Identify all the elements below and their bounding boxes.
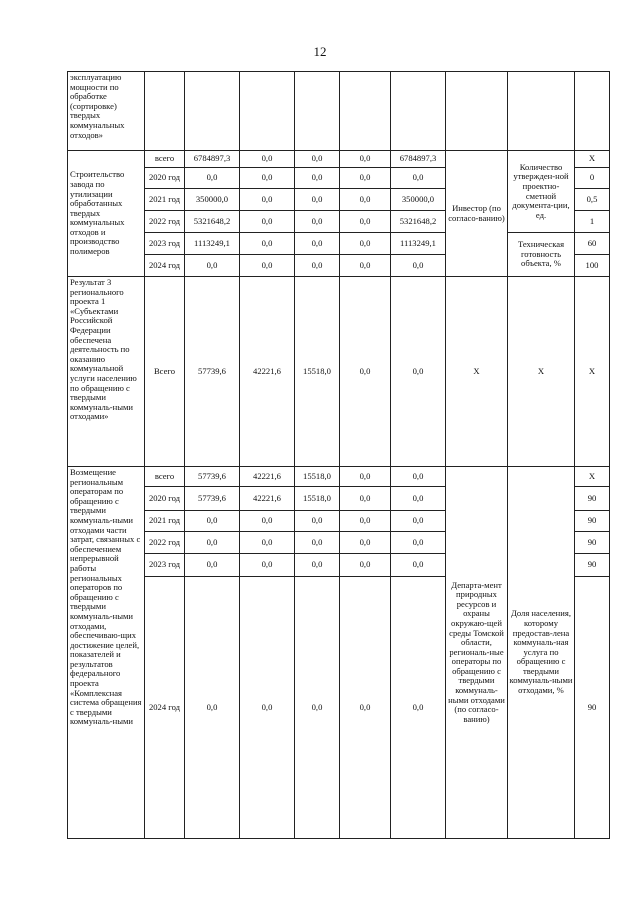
value-cell: 0,0 (295, 189, 340, 211)
indicator-cell: Доля населения, которому предостав-лена коммуналь-ная услуга по обращению с твердыми коммуналь-ными отходами, % (508, 467, 575, 839)
empty-cell (446, 72, 508, 151)
empty-cell (240, 72, 295, 151)
measure-description: Строительство завода по утилизации обработанных твердых коммунальных отходов и производство полимеров (68, 151, 145, 277)
target-cell: 0 (575, 168, 610, 189)
value-cell: 0,0 (240, 211, 295, 233)
value-cell: 0,0 (391, 277, 446, 467)
value-cell: 350000,0 (185, 189, 240, 211)
empty-cell (508, 72, 575, 151)
value-cell: 0,0 (240, 532, 295, 554)
value-cell: 15518,0 (295, 487, 340, 511)
value-cell: 0,0 (391, 532, 446, 554)
target-cell: 90 (575, 511, 610, 532)
value-cell: 42221,6 (240, 467, 295, 487)
executor-cell: Х (446, 277, 508, 467)
value-cell: 0,0 (391, 511, 446, 532)
value-cell: 0,0 (340, 532, 391, 554)
value-cell: 0,0 (391, 577, 446, 839)
target-cell: 60 (575, 233, 610, 255)
empty-cell (575, 72, 610, 151)
target-cell: 90 (575, 487, 610, 511)
value-cell: 0,0 (240, 233, 295, 255)
value-cell: 57739,6 (185, 277, 240, 467)
empty-cell (145, 72, 185, 151)
value-cell: 42221,6 (240, 487, 295, 511)
value-cell: 0,0 (295, 255, 340, 277)
value-cell: 15518,0 (295, 467, 340, 487)
table-row (68, 467, 610, 487)
value-cell: 0,0 (340, 467, 391, 487)
empty-cell (185, 72, 240, 151)
indicator-cell: Х (508, 277, 575, 467)
value-cell: 0,0 (391, 168, 446, 189)
table-row (68, 233, 610, 255)
measure-description: эксплуатацию мощности по обработке (сортировке) твердых коммунальных отходов» (68, 72, 145, 151)
value-cell: 0,0 (240, 255, 295, 277)
value-cell: 0,0 (185, 577, 240, 839)
value-cell: 57739,6 (185, 467, 240, 487)
target-cell: Х (575, 467, 610, 487)
value-cell: 15518,0 (295, 277, 340, 467)
value-cell: 0,0 (340, 211, 391, 233)
year-cell: 2024 год (145, 255, 185, 277)
value-cell: 6784897,3 (391, 151, 446, 168)
value-cell: 0,0 (340, 255, 391, 277)
executor-cell: Инвестор (по согласо-ванию) (446, 151, 508, 277)
value-cell: 0,0 (240, 577, 295, 839)
target-cell: 90 (575, 554, 610, 577)
target-cell: 90 (575, 577, 610, 839)
value-cell: 0,0 (391, 255, 446, 277)
year-cell: всего (145, 151, 185, 168)
year-cell: 2023 год (145, 554, 185, 577)
program-table (67, 71, 610, 839)
year-cell: 2020 год (145, 487, 185, 511)
value-cell: 0,0 (240, 554, 295, 577)
indicator-cell: Техническая готовность объекта, % (508, 233, 575, 277)
value-cell: 0,0 (340, 511, 391, 532)
measure-description: Результат 3 регионального проекта 1 «Субъектами Российской Федерации обеспечена деятельность по оказанию коммунальной услуги населению по обращению с твердыми коммуналь-ными отходами» (68, 277, 145, 467)
value-cell: 0,0 (240, 511, 295, 532)
value-cell: 0,0 (295, 532, 340, 554)
value-cell: 350000,0 (391, 189, 446, 211)
year-cell: 2021 год (145, 511, 185, 532)
value-cell: 0,0 (295, 577, 340, 839)
year-cell: 2022 год (145, 211, 185, 233)
value-cell: 0,0 (340, 189, 391, 211)
value-cell: 0,0 (391, 467, 446, 487)
value-cell: 0,0 (340, 554, 391, 577)
target-cell: 1 (575, 211, 610, 233)
target-cell: 0,5 (575, 189, 610, 211)
value-cell: 0,0 (185, 511, 240, 532)
value-cell: 0,0 (185, 168, 240, 189)
indicator-cell: Количество утвержден-ной проектно-сметной документа-ции, ед. (508, 151, 575, 233)
value-cell: 5321648,2 (185, 211, 240, 233)
target-cell: 100 (575, 255, 610, 277)
executor-cell: Департа-мент природных ресурсов и охраны окружаю-щей среды Томской области, региональ-ные операторы по обращению с твердыми коммуналь-ными отходами (по согласо-ванию) (446, 467, 508, 839)
year-cell: 2023 год (145, 233, 185, 255)
value-cell: 1113249,1 (391, 233, 446, 255)
measure-description: Возмещение региональным операторам по обращению с твердыми коммуналь-ными отходами части затрат, связанных с обеспечением непрерывной работы региональных операторов по обращению с твердыми коммуналь-ными отходами, обеспечиваю-щих достижение целей, показателей и результатов федерального проекта «Комплексная система обращения с твердыми коммуналь-ными (68, 467, 145, 839)
value-cell: 0,0 (340, 487, 391, 511)
value-cell: 0,0 (340, 577, 391, 839)
value-cell: 0,0 (295, 151, 340, 168)
value-cell: 0,0 (391, 554, 446, 577)
value-cell: 0,0 (340, 233, 391, 255)
year-cell: 2021 год (145, 189, 185, 211)
value-cell: 5321648,2 (391, 211, 446, 233)
empty-cell (340, 72, 391, 151)
year-cell: Всего (145, 277, 185, 467)
value-cell: 1113249,1 (185, 233, 240, 255)
value-cell: 0,0 (340, 168, 391, 189)
value-cell: 0,0 (391, 487, 446, 511)
value-cell: 0,0 (340, 277, 391, 467)
value-cell: 0,0 (295, 511, 340, 532)
target-cell: Х (575, 151, 610, 168)
page-number: 12 (313, 44, 327, 59)
year-cell: 2024 год (145, 577, 185, 839)
value-cell: 0,0 (240, 189, 295, 211)
value-cell: 0,0 (240, 151, 295, 168)
year-cell: 2022 год (145, 532, 185, 554)
value-cell: 0,0 (240, 168, 295, 189)
target-cell: Х (575, 277, 610, 467)
year-cell: 2020 год (145, 168, 185, 189)
value-cell: 0,0 (185, 532, 240, 554)
table-row (68, 277, 610, 467)
year-cell: всего (145, 467, 185, 487)
value-cell: 0,0 (295, 168, 340, 189)
empty-cell (295, 72, 340, 151)
table-row (68, 72, 610, 151)
value-cell: 0,0 (185, 554, 240, 577)
value-cell: 0,0 (340, 151, 391, 168)
value-cell: 0,0 (295, 211, 340, 233)
empty-cell (391, 72, 446, 151)
value-cell: 42221,6 (240, 277, 295, 467)
value-cell: 6784897,3 (185, 151, 240, 168)
value-cell: 0,0 (185, 255, 240, 277)
value-cell: 0,0 (295, 233, 340, 255)
value-cell: 0,0 (295, 554, 340, 577)
table-row (68, 151, 610, 168)
target-cell: 90 (575, 532, 610, 554)
value-cell: 57739,6 (185, 487, 240, 511)
